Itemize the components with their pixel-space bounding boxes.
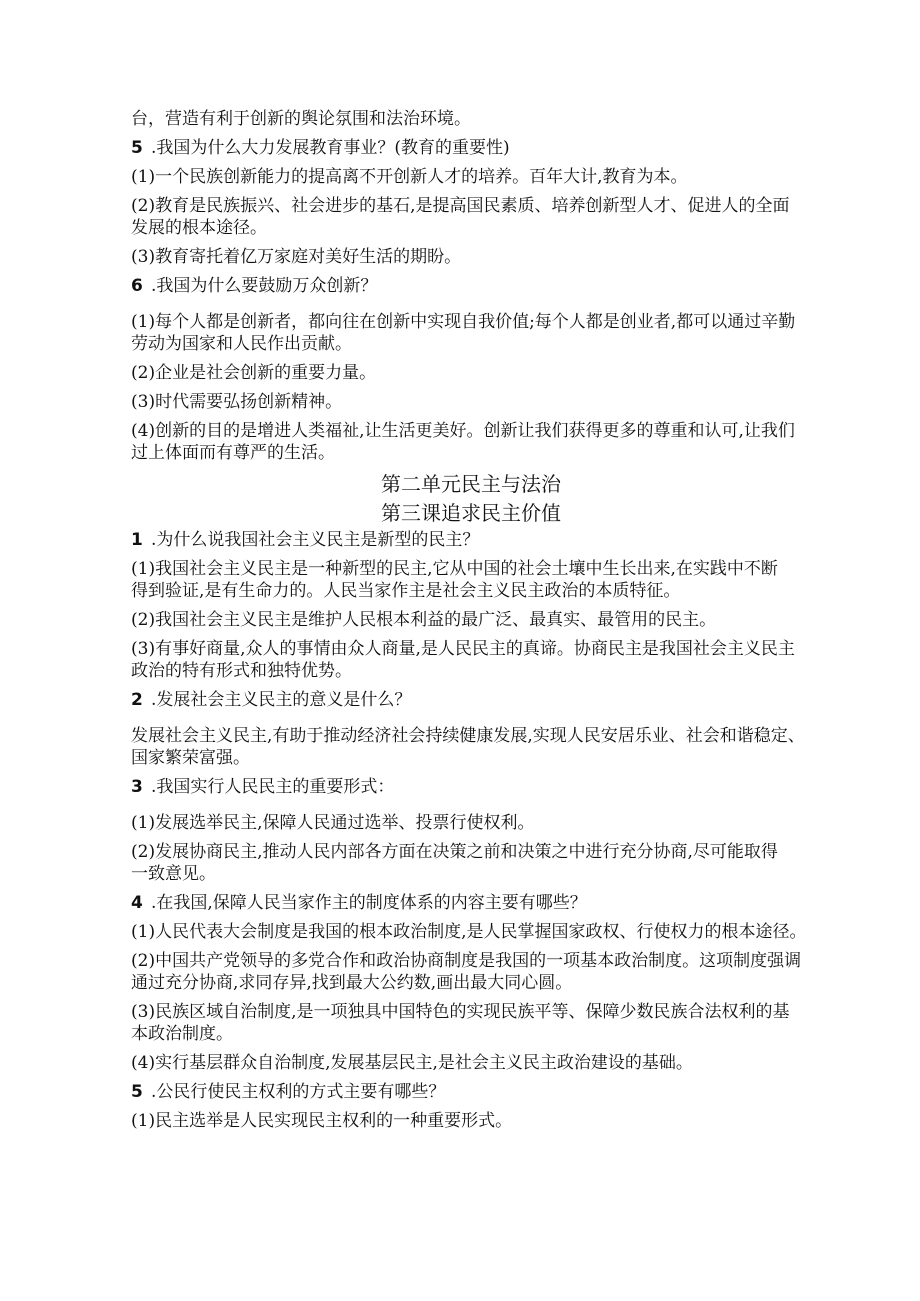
question-text: .公民行使民主权利的方式主要有哪些？ (151, 1082, 446, 1102)
paragraph (131, 108, 811, 130)
answer-paragraph (131, 841, 811, 885)
text-line: (1)人民代表大会制度是我国的根本政治制度,是人民掌握国家政权、行使权力的根本途径。 (131, 922, 807, 942)
answer-paragraph (131, 246, 811, 268)
answer-paragraph (131, 950, 811, 994)
answer-paragraph (131, 362, 811, 384)
question-heading (131, 137, 811, 159)
answer-paragraph (131, 420, 811, 464)
answer-paragraph (131, 812, 811, 834)
text-line: (4)创新的目的是增进人类福祉,让生活更美好。创新让我们获得更多的尊重和认可,让我们 (131, 421, 795, 441)
unit-heading: 第二单元民主与法治 (381, 472, 561, 496)
lesson-heading: 第三课追求民主价值 (381, 501, 561, 525)
question-text: .我国实行人民民主的重要形式： (151, 777, 395, 797)
text-line: (1)民主选举是人民实现民主权利的一种重要形式。 (131, 1111, 513, 1131)
text-line: (4)实行基层群众自治制度,发展基层民主,是社会主义民主政治建设的基础。 (131, 1053, 693, 1073)
question-heading (131, 1081, 811, 1103)
text-line: (2)教育是民族振兴、社会进步的基石,是提高国民素质、培养创新型人才、促进人的全面 (131, 196, 790, 216)
answer-paragraph (131, 638, 811, 682)
question-number: 5 (131, 1082, 143, 1102)
answer-paragraph (131, 195, 811, 239)
question-number: 6 (131, 276, 143, 296)
answer-paragraph (131, 725, 811, 769)
text-line: (2)企业是社会创新的重要力量。 (131, 363, 377, 383)
question-number: 4 (131, 893, 143, 913)
answer-paragraph (131, 1001, 811, 1045)
question-number: 2 (131, 690, 143, 710)
question-text: .我国为什么大力发展教育事业？(教育的重要性) (151, 138, 510, 158)
text-line: (1)一个民族创新能力的提高离不开创新人才的培养。百年大计,教育为本。 (131, 167, 688, 187)
question-heading (131, 892, 811, 914)
text-line: 政治的特有形式和独特优势。 (131, 661, 352, 681)
text-line: (3)民族区域自治制度,是一项独具中国特色的实现民族平等、保障少数民族合法权利的基 (131, 1002, 790, 1022)
question-number: 3 (131, 777, 143, 797)
question-heading (131, 689, 811, 711)
answer-paragraph (131, 1110, 811, 1132)
answer-paragraph (131, 609, 811, 631)
text-line: 得到验证,是有生命力的。人民当家作主是社会主义民主政治的本质特征。 (131, 581, 681, 601)
question-text: .在我国,保障人民当家作主的制度体系的内容主要有哪些？ (151, 893, 587, 913)
answer-paragraph (131, 311, 811, 355)
text-line: 发展的根本途径。 (131, 218, 267, 238)
text-line: (1)发展选举民主,保障人民通过选举、投票行使权利。 (131, 813, 535, 833)
document-body (131, 108, 811, 1139)
text-line: 劳动为国家和人民作出贡献。 (131, 334, 352, 354)
text-line: 通过充分协商,求同存异,找到最大公约数,画出最大同心圆。 (131, 973, 573, 993)
question-text: .发展社会主义民主的意义是什么？ (151, 690, 412, 710)
text-line: 发展社会主义民主,有助于推动经济社会持续健康发展,实现人民安居乐业、社会和谐稳定、 (131, 726, 805, 746)
text-line: 一致意见。 (131, 864, 216, 884)
answer-paragraph (131, 391, 811, 413)
answer-paragraph (131, 1052, 811, 1074)
text-line: 过上体面而有尊严的生活。 (131, 443, 335, 463)
answer-paragraph (131, 558, 811, 602)
answer-paragraph (131, 921, 811, 943)
question-text: .我国为什么要鼓励万众创新？ (151, 276, 378, 296)
text-line: (2)中国共产党领导的多党合作和政治协商制度是我国的一项基本政治制度。这项制度强调 (131, 951, 802, 971)
text-line: (3)有事好商量,众人的事情由众人商量,是人民民主的真谛。协商民主是我国社会主义民主 (131, 639, 795, 659)
text-line: 本政治制度。 (131, 1024, 233, 1044)
text-line: (3)教育寄托着亿万家庭对美好生活的期盼。 (131, 247, 462, 267)
text-line: (1)我国社会主义民主是一种新型的民主,它从中国的社会土壤中生长出来,在实践中不断 (131, 559, 778, 579)
question-heading (131, 776, 811, 798)
text-line: (2)发展协商民主,推动人民内部各方面在决策之前和决策之中进行充分协商,尽可能取得 (131, 842, 778, 862)
question-number: 1 (131, 530, 143, 550)
text-line: 台，营造有利于创新的舆论氛围和法治环境。 (131, 109, 471, 129)
answer-paragraph (131, 166, 811, 188)
text-line: (2)我国社会主义民主是维护人民根本利益的最广泛、最真实、最管用的民主。 (131, 610, 717, 630)
question-heading (131, 275, 811, 297)
question-number: 5 (131, 138, 143, 158)
text-line: (1)每个人都是创新者，都向往在创新中实现自我价值;每个人都是创业者,都可以通过辛勤 (131, 312, 796, 332)
text-line: 国家繁荣富强。 (131, 748, 250, 768)
text-line: (3)时代需要弘扬创新精神。 (131, 392, 343, 412)
question-text: .为什么说我国社会主义民主是新型的民主？ (151, 530, 480, 550)
question-heading (131, 529, 811, 551)
